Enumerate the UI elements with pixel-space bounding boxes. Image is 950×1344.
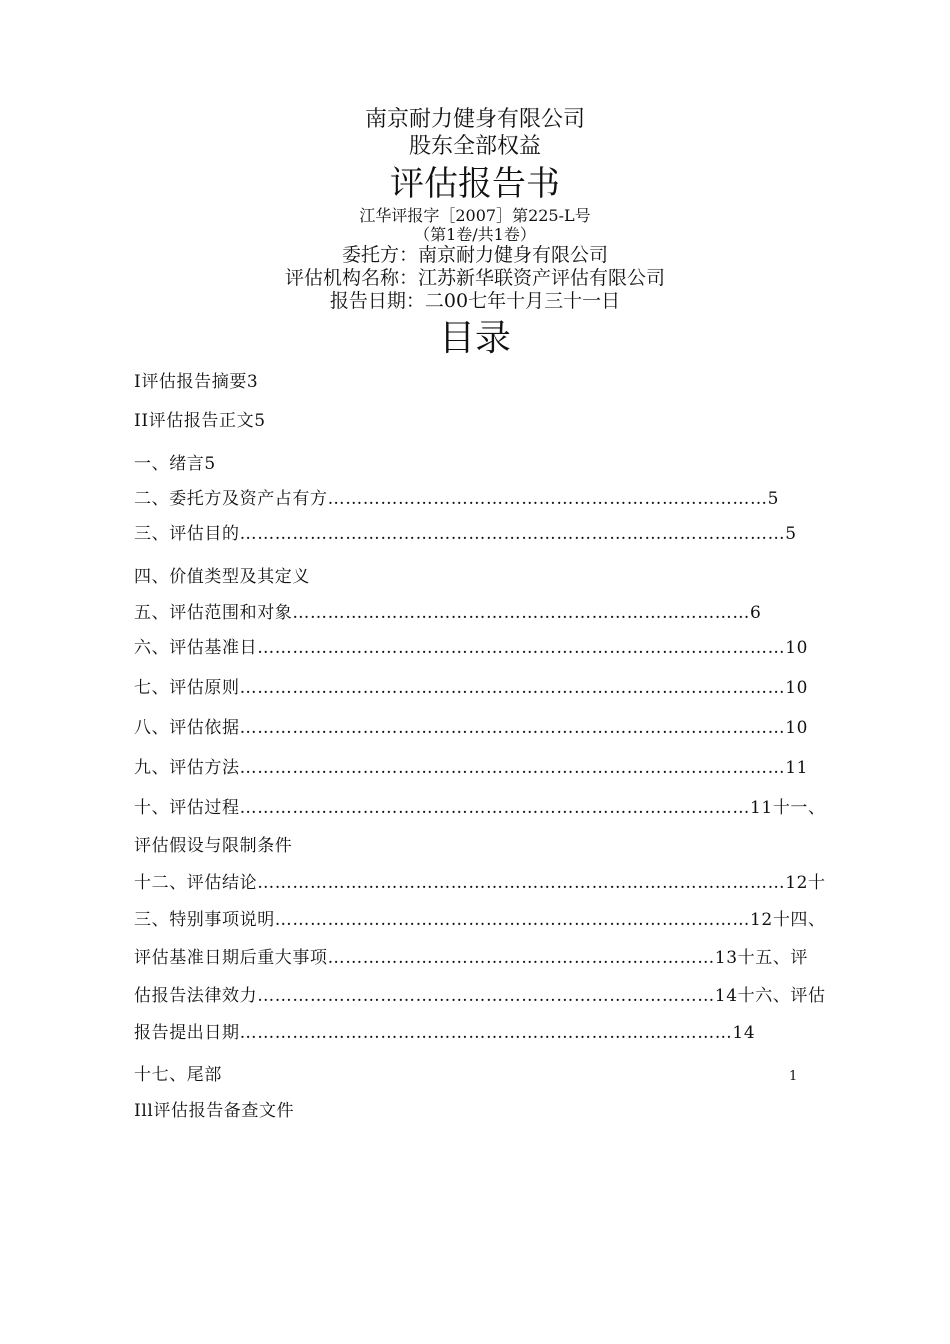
report-date-line: 报告日期：二00七年十月三十一日	[329, 290, 621, 312]
toc-entry: 一、绪言5	[134, 454, 216, 474]
toc-entry: I评估报告摘要3	[134, 372, 259, 392]
volume-info: （第1卷/共1卷）	[414, 225, 536, 244]
toc-entry: 十、评估过程……………………………………………………………………………11十一、	[134, 798, 826, 818]
toc-entry: 三、特别事项说明………………………………………………………………………12十四、	[134, 910, 826, 930]
toc-entry: II评估报告正文5	[134, 411, 266, 431]
toc-entry: 七、评估原则…………………………………………………………………………………10	[134, 678, 809, 698]
toc-entry: 评估基准日期后重大事项…………………………………………………………13十五、评	[134, 948, 809, 968]
toc-entry: 报告提出日期…………………………………………………………………………14	[134, 1023, 756, 1043]
toc-entry: 三、评估目的…………………………………………………………………………………5	[134, 524, 797, 544]
reference-number: 江华评报字［2007］第225-L号	[359, 206, 591, 225]
page-number: 1	[789, 1069, 798, 1084]
toc-entry: 六、评估基准日………………………………………………………………………………10	[134, 638, 809, 658]
agency-line: 评估机构名称：江苏新华联资产评估有限公司	[284, 267, 665, 289]
toc-entry: 估报告法律效力……………………………………………………………………14十六、评估	[134, 986, 826, 1006]
toc-entry: 十二、评估结论………………………………………………………………………………12十	[134, 873, 826, 893]
toc-entry: 五、评估范围和对象……………………………………………………………………6	[134, 603, 762, 623]
toc-entry: 评估假设与限制条件	[134, 836, 293, 856]
cover-header	[0, 106, 950, 363]
report-subject: 股东全部权益	[408, 134, 541, 159]
company-name: 南京耐力健身有限公司	[364, 107, 585, 132]
toc-entry: 九、评估方法…………………………………………………………………………………11	[134, 758, 809, 778]
toc-title: 目录	[438, 318, 511, 359]
toc-entry: 十七、尾部	[134, 1065, 222, 1085]
toc-entry: 八、评估依据…………………………………………………………………………………10	[134, 718, 809, 738]
toc-entry: 四、价值类型及其定义	[134, 567, 310, 587]
client-line: 委托方：南京耐力健身有限公司	[341, 244, 608, 266]
toc-entry: Ill评估报告备查文件	[134, 1101, 295, 1121]
toc-entry: 二、委托方及资产占有方…………………………………………………………………5	[134, 489, 780, 509]
document-title: 评估报告书	[390, 164, 560, 204]
